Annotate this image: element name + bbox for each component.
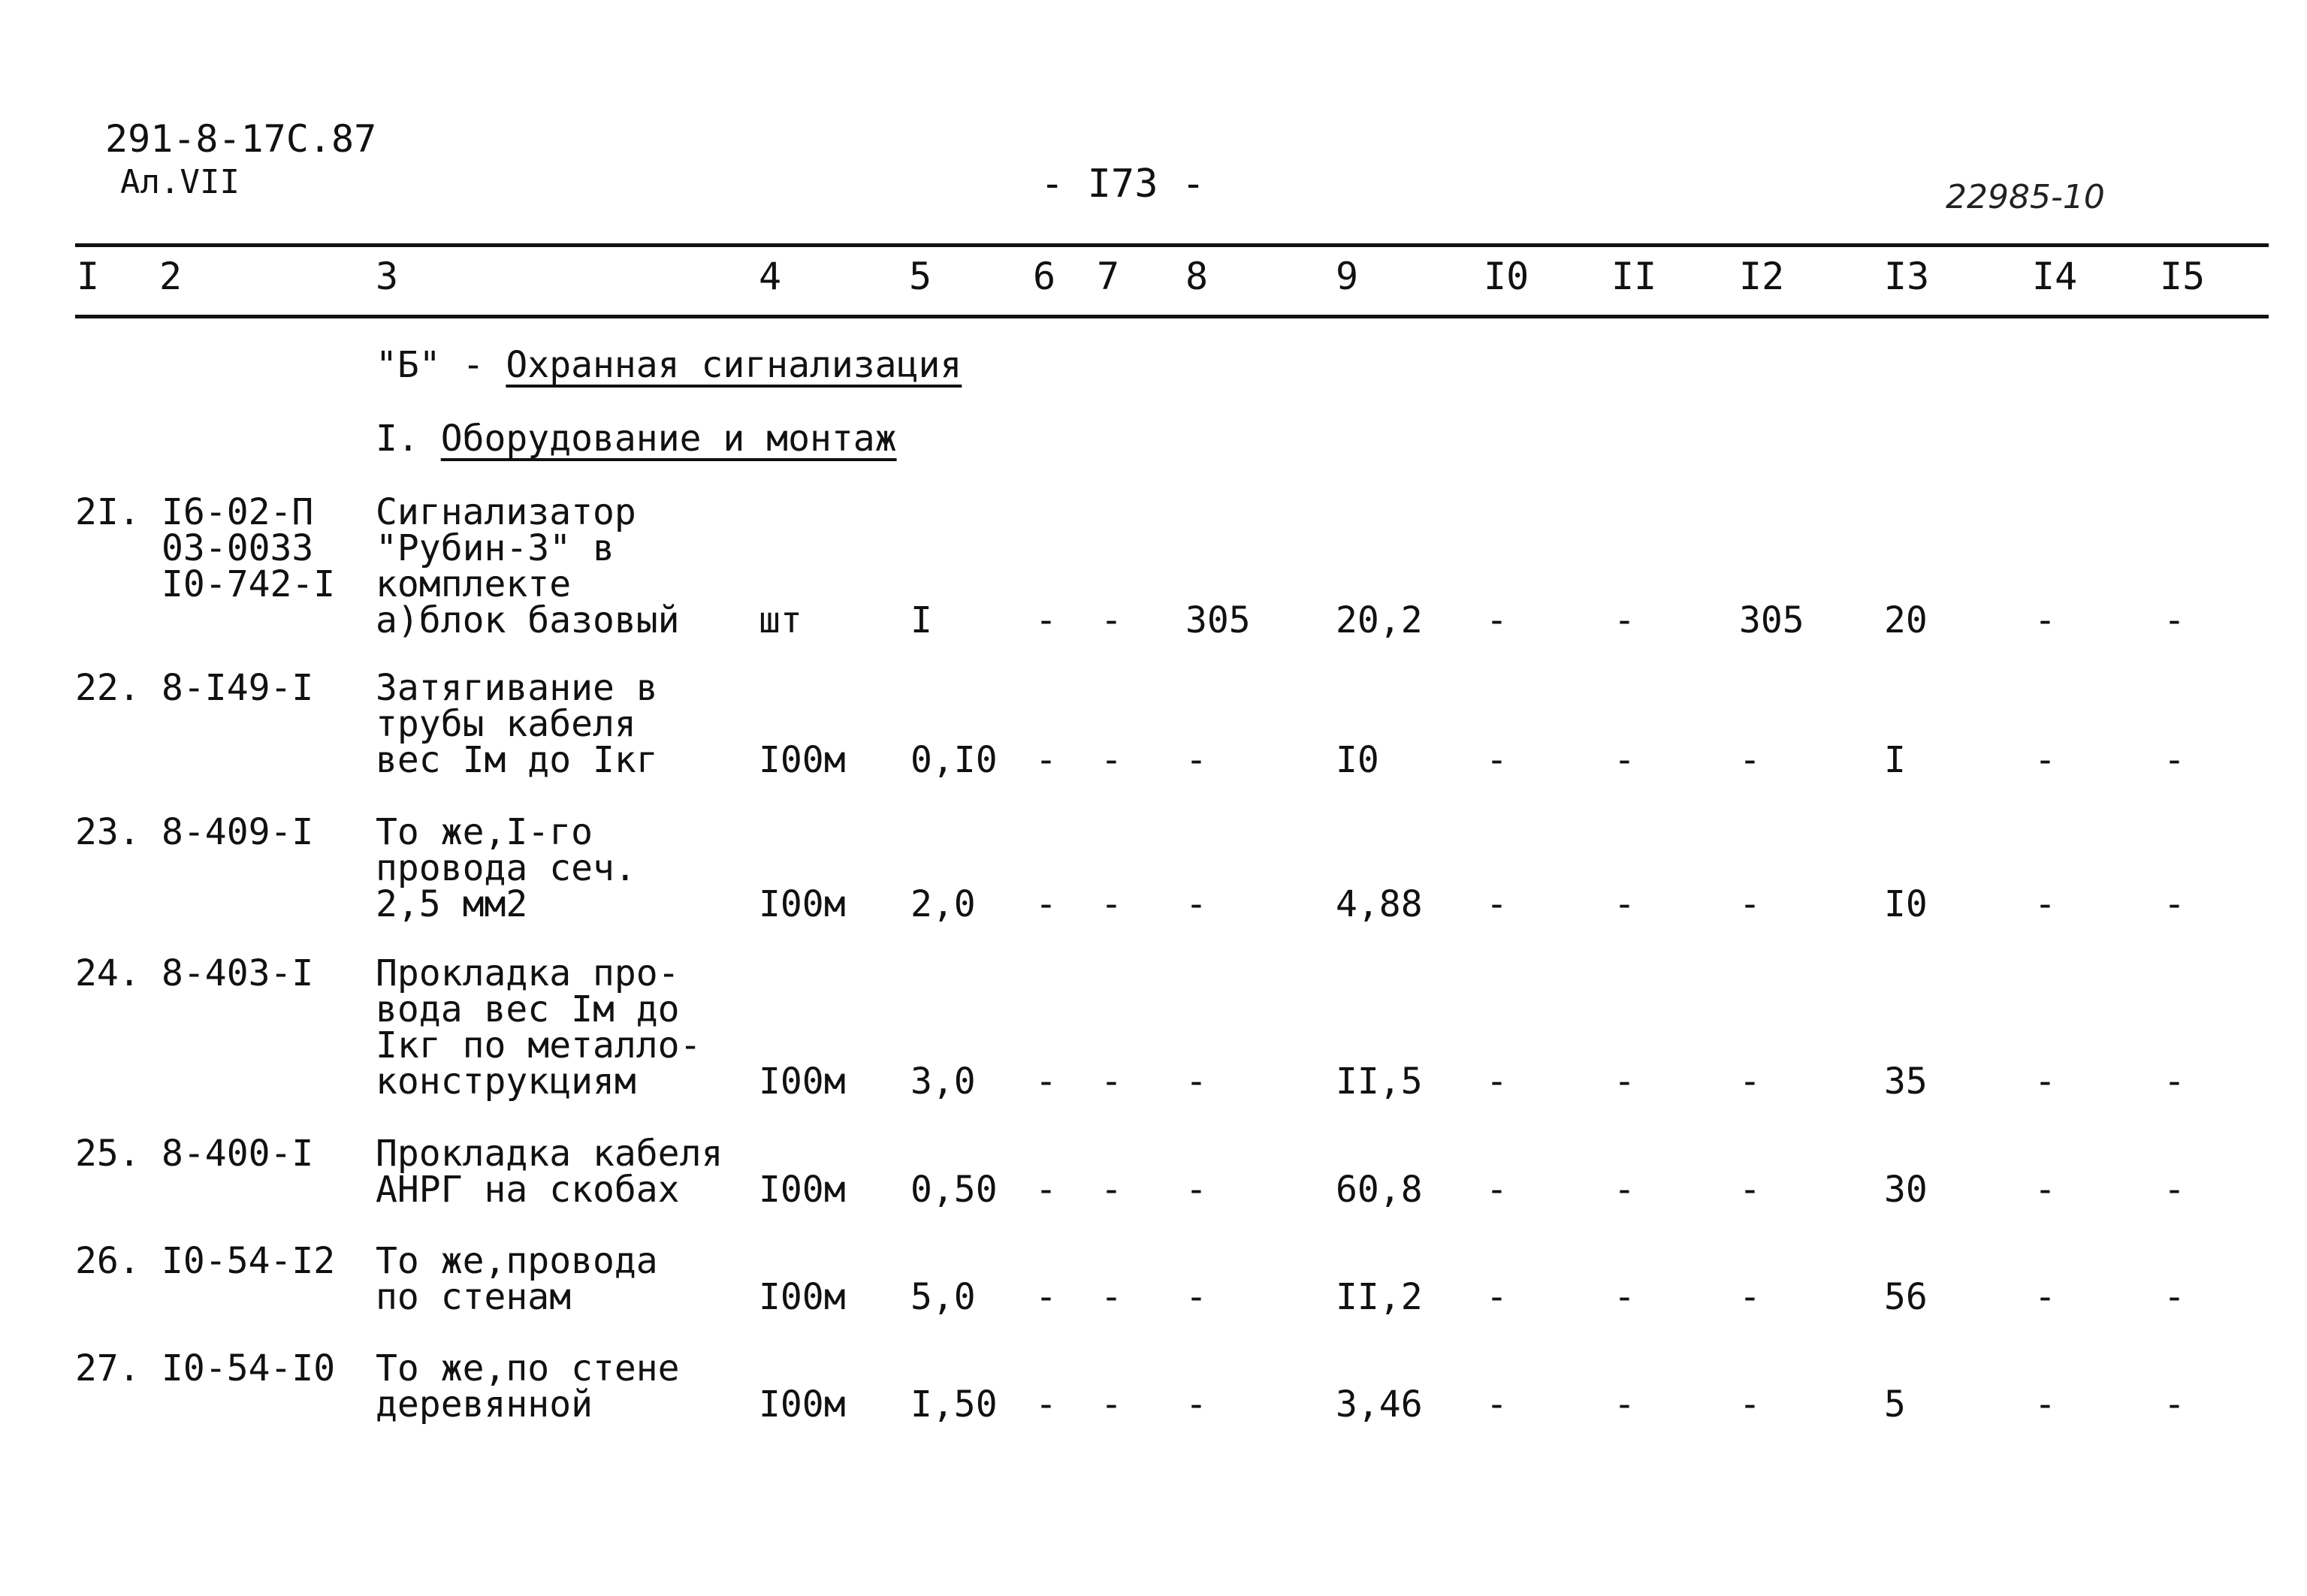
row-number: 24. bbox=[75, 952, 140, 994]
row-col-9: 4,88 bbox=[1336, 883, 1423, 925]
row-col-11: - bbox=[1614, 739, 1635, 781]
row-col-7: - bbox=[1101, 1169, 1122, 1211]
row-code-line: I6-02-П bbox=[162, 491, 314, 533]
row-unit: I00м bbox=[759, 1383, 846, 1426]
row-col-5: I bbox=[910, 599, 932, 641]
row-col-7: - bbox=[1101, 1383, 1122, 1426]
section-name: Охранная сигнализация bbox=[506, 344, 962, 386]
column-number-7: 7 bbox=[1097, 255, 1120, 298]
row-number: 27. bbox=[75, 1347, 140, 1389]
row-number: 2I. bbox=[75, 491, 140, 533]
row-description-line: "Рубин-3" в bbox=[376, 527, 614, 569]
row-col-12: 305 bbox=[1739, 599, 1804, 641]
row-code-line: 8-409-I bbox=[162, 811, 314, 853]
row-description-line: То же,провода bbox=[376, 1240, 658, 1282]
subsection-title bbox=[376, 418, 897, 460]
album-code: Ал.VII bbox=[120, 163, 240, 201]
row-description-line: 2,5 мм2 bbox=[376, 883, 528, 925]
row-col-6: - bbox=[1035, 1060, 1057, 1103]
row-col-9: 3,46 bbox=[1336, 1383, 1423, 1426]
row-col-15: - bbox=[2164, 1060, 2185, 1103]
row-description-line: То же,по стене bbox=[376, 1347, 680, 1389]
row-col-15: - bbox=[2164, 599, 2185, 641]
column-number-10: I0 bbox=[1484, 255, 1529, 298]
row-col-11: - bbox=[1614, 883, 1635, 925]
column-number-6: 6 bbox=[1033, 255, 1056, 298]
row-col-13: 20 bbox=[1884, 599, 1928, 641]
row-col-9: 20,2 bbox=[1336, 599, 1423, 641]
row-description-line: Затягивание в bbox=[376, 667, 658, 709]
row-unit: I00м bbox=[759, 1276, 846, 1318]
row-unit: I00м bbox=[759, 1060, 846, 1103]
row-col-5: 0,50 bbox=[910, 1169, 998, 1211]
row-col-13: 56 bbox=[1884, 1276, 1928, 1318]
row-col-12: - bbox=[1739, 1383, 1761, 1426]
row-col-8: - bbox=[1185, 739, 1207, 781]
row-col-5: 5,0 bbox=[910, 1276, 976, 1318]
table-top-rule bbox=[75, 243, 2269, 247]
row-col-12: - bbox=[1739, 1169, 1761, 1211]
row-col-15: - bbox=[2164, 1169, 2185, 1211]
row-unit: I00м bbox=[759, 883, 846, 925]
row-col-12: - bbox=[1739, 739, 1761, 781]
row-col-8: - bbox=[1185, 883, 1207, 925]
row-col-6: - bbox=[1035, 1276, 1057, 1318]
row-col-15: - bbox=[2164, 1383, 2185, 1426]
row-col-9: I0 bbox=[1336, 739, 1379, 781]
row-code-line: 8-400-I bbox=[162, 1133, 314, 1175]
row-description-line: Прокладка кабеля bbox=[376, 1133, 723, 1175]
row-col-13: 5 bbox=[1884, 1383, 1906, 1426]
row-col-8: 305 bbox=[1185, 599, 1251, 641]
row-code-line: 8-I49-I bbox=[162, 667, 314, 709]
row-number: 23. bbox=[75, 811, 140, 853]
column-number-5: 5 bbox=[909, 255, 932, 298]
row-col-7: - bbox=[1101, 739, 1122, 781]
row-col-12: - bbox=[1739, 883, 1761, 925]
column-number-12: I2 bbox=[1739, 255, 1785, 298]
row-col-14: - bbox=[2034, 1169, 2056, 1211]
row-col-6: - bbox=[1035, 1383, 1057, 1426]
page-number: - I73 - bbox=[1040, 161, 1206, 207]
row-col-12: - bbox=[1739, 1060, 1761, 1103]
subsection-name: Оборудование и монтаж bbox=[440, 418, 897, 460]
row-col-14: - bbox=[2034, 599, 2056, 641]
column-number-2: 2 bbox=[159, 255, 183, 298]
table-header-rule bbox=[75, 315, 2269, 318]
row-description-line: деревянной bbox=[376, 1383, 593, 1426]
column-number-11: II bbox=[1611, 255, 1657, 298]
row-col-12: - bbox=[1739, 1276, 1761, 1318]
row-description-line: комплекте bbox=[376, 563, 572, 605]
row-col-9: 60,8 bbox=[1336, 1169, 1423, 1211]
row-description-line: трубы кабеля bbox=[376, 703, 636, 745]
row-col-8: - bbox=[1185, 1276, 1207, 1318]
row-col-8: - bbox=[1185, 1383, 1207, 1426]
row-description-line: Сигнализатор bbox=[376, 491, 636, 533]
row-number: 25. bbox=[75, 1133, 140, 1175]
section-prefix: "Б" - bbox=[376, 344, 506, 386]
row-col-14: - bbox=[2034, 1060, 2056, 1103]
row-col-14: - bbox=[2034, 739, 2056, 781]
column-number-13: I3 bbox=[1884, 255, 1930, 298]
row-description-line: вес Iм до Iкг bbox=[376, 739, 658, 781]
row-col-15: - bbox=[2164, 739, 2185, 781]
row-col-10: - bbox=[1486, 1383, 1508, 1426]
row-col-11: - bbox=[1614, 1276, 1635, 1318]
row-col-7: - bbox=[1101, 883, 1122, 925]
subsection-prefix: I. bbox=[376, 418, 441, 460]
row-col-13: I bbox=[1884, 739, 1906, 781]
row-col-10: - bbox=[1486, 1169, 1508, 1211]
row-description-line: Прокладка про- bbox=[376, 952, 680, 994]
row-description-line: конструкциям bbox=[376, 1060, 636, 1103]
row-col-6: - bbox=[1035, 739, 1057, 781]
row-description-line: Iкг по металло- bbox=[376, 1024, 702, 1067]
row-col-11: - bbox=[1614, 1383, 1635, 1426]
row-col-11: - bbox=[1614, 1169, 1635, 1211]
row-col-7: - bbox=[1101, 1276, 1122, 1318]
row-unit: I00м bbox=[759, 739, 846, 781]
row-col-10: - bbox=[1486, 739, 1508, 781]
row-col-5: 0,I0 bbox=[910, 739, 998, 781]
row-col-7: - bbox=[1101, 599, 1122, 641]
row-col-13: 30 bbox=[1884, 1169, 1928, 1211]
row-col-10: - bbox=[1486, 1276, 1508, 1318]
column-number-4: 4 bbox=[759, 255, 782, 298]
row-col-13: 35 bbox=[1884, 1060, 1928, 1103]
row-code-line: I0-54-I0 bbox=[162, 1347, 336, 1389]
row-description-line: вода вес Iм до bbox=[376, 988, 680, 1030]
row-col-5: I,50 bbox=[910, 1383, 998, 1426]
row-code-line: 03-0033 bbox=[162, 527, 314, 569]
row-col-11: - bbox=[1614, 1060, 1635, 1103]
row-col-10: - bbox=[1486, 599, 1508, 641]
row-col-9: II,5 bbox=[1336, 1060, 1423, 1103]
column-number-9: 9 bbox=[1336, 255, 1359, 298]
column-number-14: I4 bbox=[2032, 255, 2078, 298]
row-unit: I00м bbox=[759, 1169, 846, 1211]
row-description-line: АНРГ на скобах bbox=[376, 1169, 680, 1211]
row-col-10: - bbox=[1486, 1060, 1508, 1103]
row-col-6: - bbox=[1035, 599, 1057, 641]
row-col-5: 2,0 bbox=[910, 883, 976, 925]
sheet-code: 22985-10 bbox=[1946, 178, 2105, 216]
row-col-8: - bbox=[1185, 1169, 1207, 1211]
doc-code: 291-8-17С.87 bbox=[105, 117, 377, 161]
row-col-6: - bbox=[1035, 1169, 1057, 1211]
row-col-6: - bbox=[1035, 883, 1057, 925]
row-code-line: I0-54-I2 bbox=[162, 1240, 336, 1282]
column-number-8: 8 bbox=[1185, 255, 1209, 298]
row-col-9: II,2 bbox=[1336, 1276, 1423, 1318]
row-number: 22. bbox=[75, 667, 140, 709]
section-title bbox=[376, 344, 962, 386]
row-description-line: провода сеч. bbox=[376, 847, 636, 889]
row-col-11: - bbox=[1614, 599, 1635, 641]
row-col-14: - bbox=[2034, 1276, 2056, 1318]
row-col-15: - bbox=[2164, 883, 2185, 925]
row-description-line: То же,I-го bbox=[376, 811, 593, 853]
row-code-line: I0-742-I bbox=[162, 563, 336, 605]
row-col-5: 3,0 bbox=[910, 1060, 976, 1103]
column-number-3: 3 bbox=[376, 255, 399, 298]
row-col-15: - bbox=[2164, 1276, 2185, 1318]
row-col-8: - bbox=[1185, 1060, 1207, 1103]
row-col-14: - bbox=[2034, 1383, 2056, 1426]
row-description-line: а)блок базовый bbox=[376, 599, 680, 641]
row-col-13: I0 bbox=[1884, 883, 1928, 925]
row-unit: шт bbox=[759, 599, 802, 641]
row-col-10: - bbox=[1486, 883, 1508, 925]
row-description-line: по стенам bbox=[376, 1276, 572, 1318]
column-number-15: I5 bbox=[2160, 255, 2206, 298]
row-col-14: - bbox=[2034, 883, 2056, 925]
row-code-line: 8-403-I bbox=[162, 952, 314, 994]
row-number: 26. bbox=[75, 1240, 140, 1282]
row-col-7: - bbox=[1101, 1060, 1122, 1103]
column-number-1: I bbox=[77, 255, 100, 298]
